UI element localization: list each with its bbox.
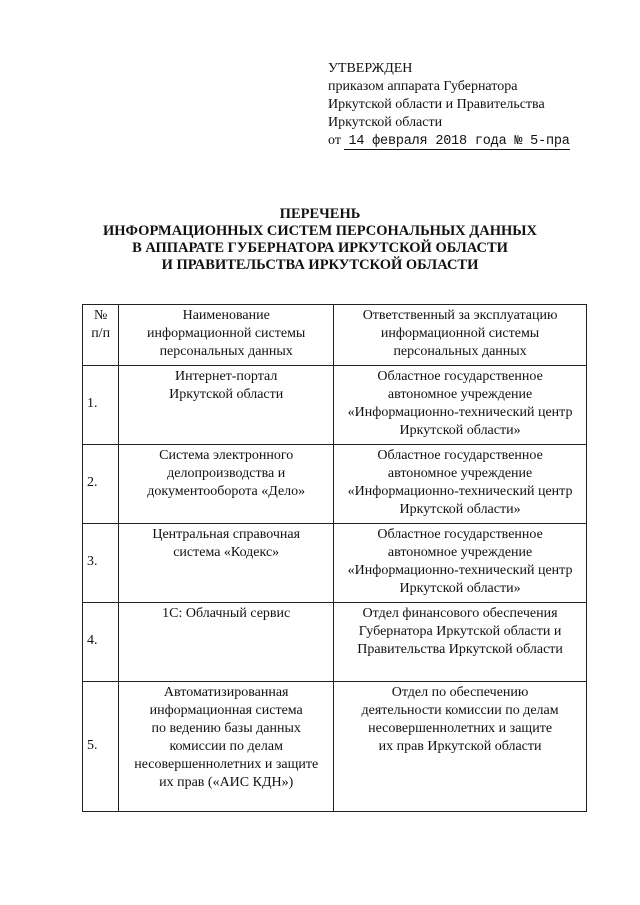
row-number: 3. <box>83 524 119 603</box>
row-responsible: Областное государственное автономное учреждение «Информационно-технический центр Иркутской области» <box>334 524 587 603</box>
row-number: 1. <box>83 366 119 445</box>
approval-line-1: приказом аппарата Губернатора <box>328 79 518 94</box>
table-row <box>83 603 587 682</box>
row-responsible: Областное государственное автономное учреждение «Информационно-технический центр Иркутской области» <box>334 445 587 524</box>
row-responsible: Областное государственное автономное учреждение «Информационно-технический центр Иркутской области» <box>334 366 587 445</box>
header-number: № п/п <box>83 305 119 366</box>
document-heading <box>60 206 580 274</box>
heading-line-2: ИНФОРМАЦИОННЫХ СИСТЕМ ПЕРСОНАЛЬНЫХ ДАННЫХ <box>102 223 537 239</box>
header-system-name: Наименование информационной системы персональных данных <box>119 305 334 366</box>
table-header-row <box>83 305 587 366</box>
row-system-name: Центральная справочная система «Кодекс» <box>119 524 334 603</box>
row-responsible: Отдел финансового обеспечения Губернатора Иркутской области и Правительства Иркутской области <box>334 603 587 682</box>
approval-date-line <box>328 132 628 151</box>
systems-table <box>82 304 587 812</box>
approval-date-value: 14 февраля 2018 года № 5-пра <box>344 134 569 150</box>
row-system-name: Система электронного делопроизводства и документооборота «Дело» <box>119 445 334 524</box>
row-number: 4. <box>83 603 119 682</box>
row-system-name: Автоматизированная информационная система по ведению базы данных комиссии по делам несовершеннолетних и защите их прав («АИС КДН») <box>119 682 334 812</box>
header-responsible: Ответственный за эксплуатацию информационной системы персональных данных <box>334 305 587 366</box>
table-row <box>83 366 587 445</box>
row-number: 5. <box>83 682 119 812</box>
approval-date-prefix: от <box>328 133 341 148</box>
table-row <box>83 682 587 812</box>
approval-line-2: Иркутской области и Правительства <box>328 97 545 112</box>
heading-line-1: ПЕРЕЧЕНЬ <box>279 206 361 222</box>
approval-line-3: Иркутской области <box>328 115 443 130</box>
row-system-name: Интернет-портал Иркутской области <box>119 366 334 445</box>
row-responsible: Отдел по обеспечению деятельности комиссии по делам несовершеннолетних и защите их прав Иркутской области <box>334 682 587 812</box>
approval-title: УТВЕРЖДЕН <box>328 61 413 76</box>
row-number: 2. <box>83 445 119 524</box>
table-row <box>83 524 587 603</box>
heading-line-4: И ПРАВИТЕЛЬСТВА ИРКУТСКОЙ ОБЛАСТИ <box>161 257 479 273</box>
table-row <box>83 445 587 524</box>
row-system-name: 1С: Облачный сервис <box>119 603 334 682</box>
approval-block <box>328 60 628 151</box>
heading-line-3: В АППАРАТЕ ГУБЕРНАТОРА ИРКУТСКОЙ ОБЛАСТИ <box>132 240 508 256</box>
